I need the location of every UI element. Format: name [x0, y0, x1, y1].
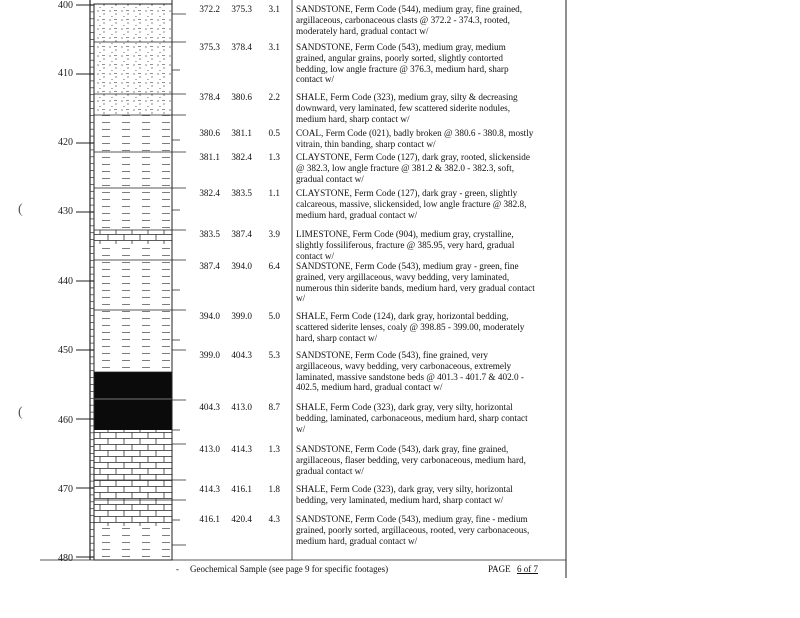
page-number: 6 of 7	[517, 564, 538, 574]
page-label: PAGE	[488, 564, 511, 574]
top-depth: 372.2	[199, 4, 220, 14]
thickness: 5.0	[268, 311, 280, 321]
top-depth: 414.3	[199, 484, 220, 494]
top-depth: 404.3	[199, 402, 220, 412]
thickness: 5.3	[268, 350, 280, 360]
top-depth: 394.0	[199, 311, 220, 321]
column-sandstone-c	[94, 430, 172, 526]
description: LIMESTONE, Ferm Code (904), medium gray, crystalline, slightly fossiliferous, fracture @ 385.95, very hard, gradual contact w/	[296, 229, 515, 261]
punch-hole-mark: (	[18, 405, 23, 420]
bottom-depth: 383.5	[231, 188, 252, 198]
description: SHALE, Ferm Code (323), dark gray, very silty, horizontal bedding, very laminated, medium hard, sharp contact w/	[296, 484, 513, 505]
column-sandstone-b	[94, 244, 172, 372]
top-depth: 375.3	[199, 42, 220, 52]
bottom-depth: 413.0	[231, 402, 252, 412]
thickness: 6.4	[268, 261, 280, 271]
top-depth: 380.6	[199, 128, 220, 138]
top-depth: 399.0	[199, 350, 220, 360]
bottom-depth: 404.3	[231, 350, 252, 360]
top-depth: 378.4	[199, 92, 220, 102]
column-shale-b	[94, 526, 172, 560]
column-coal-band	[94, 372, 172, 430]
description: SANDSTONE, Ferm Code (543), dark gray, fine grained, argillaceous, flaser bedding, very carbonaceous, medium hard, gradual contact w/	[296, 444, 526, 476]
top-depth: 416.1	[199, 514, 220, 524]
bottom-depth: 394.0	[231, 261, 252, 271]
column-limestone	[94, 230, 172, 244]
top-depth: 383.5	[199, 229, 220, 239]
thickness: 3.9	[268, 229, 280, 239]
thickness: 1.3	[268, 152, 280, 162]
description: COAL, Ferm Code (021), badly broken @ 380.6 - 380.8, mostly vitrain, thin banding, sharp contact w/	[296, 128, 534, 149]
depth-label: 410	[58, 68, 73, 79]
bottom-depth: 414.3	[231, 444, 252, 454]
description: SANDSTONE, Ferm Code (544), medium gray, fine grained, argillaceous, carbonaceous clasts @ 372.2 - 374.3, rooted, moderately hard, gradual contact w/	[296, 4, 523, 36]
description: CLAYSTONE, Ferm Code (127), dark gray - green, slightly calcareous, massive, slickensided, low angle fracture @ 382.8, medium hard, gradual contact w/	[296, 188, 527, 220]
column-sandstone-a	[94, 4, 172, 115]
description: SANDSTONE, Ferm Code (543), medium gray - green, fine grained, very argillaceous, wavy bedding, very laminated, numerous thin siderite bands, medium hard, very gradual contact w/	[296, 261, 535, 304]
thickness: 8.7	[268, 402, 280, 412]
top-depth: 413.0	[199, 444, 220, 454]
description: SHALE, Ferm Code (124), dark gray, horizontal bedding, scattered siderite lenses, coaly @ 398.85 - 399.00, moderately hard, sharp contact w/	[296, 311, 525, 343]
bottom-depth: 399.0	[231, 311, 252, 321]
thickness: 1.3	[268, 444, 280, 454]
top-depth: 381.1	[199, 152, 220, 162]
legend-dash: -	[176, 564, 179, 574]
thickness: 2.2	[268, 92, 280, 102]
depth-label: 450	[58, 345, 73, 356]
bottom-depth: 387.4	[231, 229, 252, 239]
description: SANDSTONE, Ferm Code (543), medium gray, medium grained, angular grains, poorly sorted, slightly contorted bedding, low angle fracture @ 376.3, medium hard, sharp contact w/	[296, 42, 509, 85]
depth-label: 400	[58, 0, 73, 11]
bottom-depth: 378.4	[231, 42, 252, 52]
bottom-depth: 380.6	[231, 92, 252, 102]
top-depth: 387.4	[199, 261, 220, 271]
description: CLAYSTONE, Ferm Code (127), dark gray, rooted, slickenside @ 382.3, low angle fracture @ 381.2 & 382.0 - 382.3, soft, gradual contact w/	[296, 152, 530, 184]
bottom-depth: 375.3	[231, 4, 252, 14]
bottom-depth: 382.4	[231, 152, 252, 162]
depth-label: 420	[58, 137, 73, 148]
description: SANDSTONE, Ferm Code (543), fine grained, very argillaceous, wavy bedding, very carbonaceous, extremely laminated, massive sandstone beds @ 401.3 - 401.7 & 402.0 - 402.5, medium hard, gradual contact w/	[296, 350, 524, 393]
depth-label: 440	[58, 276, 73, 287]
punch-hole-mark: (	[18, 202, 23, 217]
column-shale-a	[94, 115, 172, 230]
depth-label: 430	[58, 206, 73, 217]
description: SHALE, Ferm Code (323), medium gray, silty & decreasing downward, very laminated, few scattered siderite nodules, medium hard, sharp contact w/	[296, 92, 518, 124]
description: SHALE, Ferm Code (323), dark gray, very silty, horizontal bedding, laminated, carbonaceous, medium hard, sharp contact w/	[296, 402, 528, 434]
thickness: 1.1	[268, 188, 280, 198]
thickness: 1.8	[268, 484, 280, 494]
depth-label: 480	[58, 553, 73, 564]
thickness: 3.1	[268, 4, 280, 14]
thickness: 4.3	[268, 514, 280, 524]
depth-label: 470	[58, 484, 73, 495]
bottom-depth: 420.4	[231, 514, 252, 524]
top-depth: 382.4	[199, 188, 220, 198]
bottom-depth: 381.1	[231, 128, 252, 138]
bottom-depth: 416.1	[231, 484, 252, 494]
depth-label: 460	[58, 415, 73, 426]
description: SANDSTONE, Ferm Code (543), medium gray, fine - medium grained, poorly sorted, argillaceous, rooted, very carbonaceous, medium hard, gradual contact w/	[296, 514, 530, 546]
thickness: 3.1	[268, 42, 280, 52]
thickness: 0.5	[268, 128, 280, 138]
legend-text: Geochemical Sample (see page 9 for specific footages)	[190, 564, 389, 574]
